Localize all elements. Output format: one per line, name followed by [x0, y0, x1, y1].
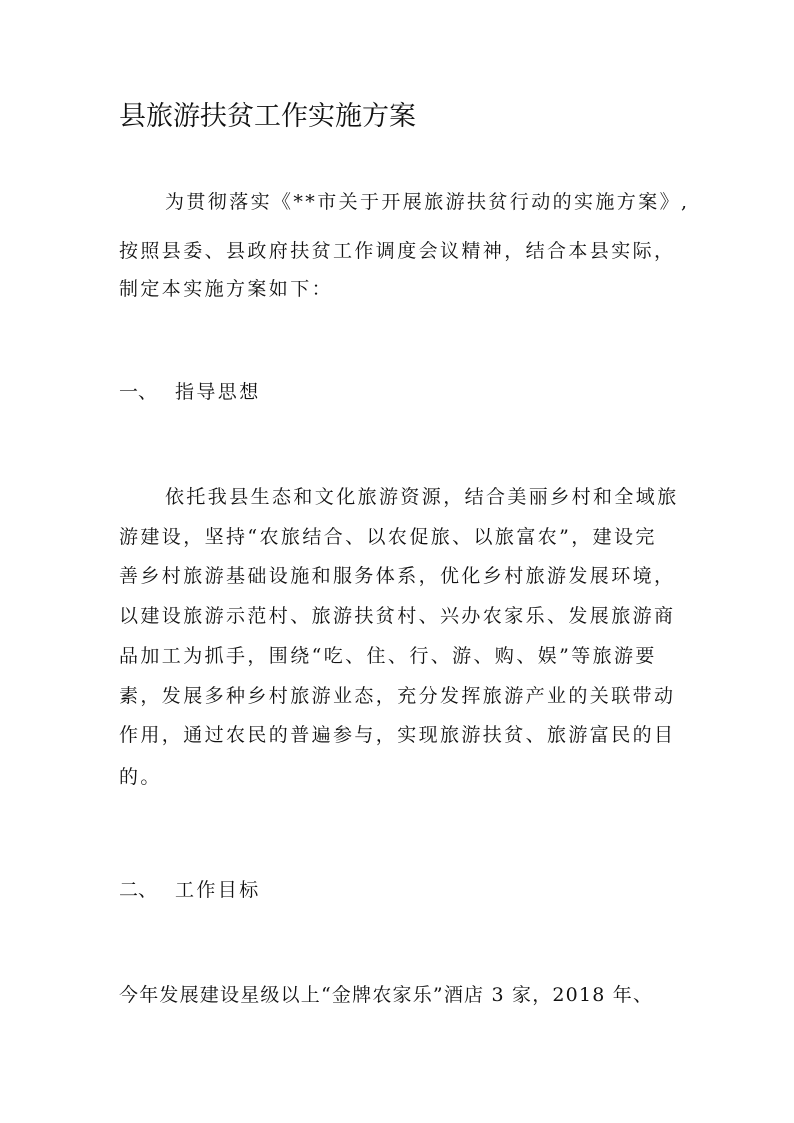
section-heading-2 [119, 876, 261, 904]
intro-line: 制定本实施方案如下： [119, 278, 334, 300]
intro-line: 为贯彻落实《**市关于开展旅游扶贫行动的实施方案》, [165, 191, 690, 213]
section-title: 工作目标 [175, 879, 261, 901]
section-number: 一、 [119, 381, 158, 403]
body-line: 以建设旅游示范村、旅游扶贫村、兴办农家乐、发展旅游商 [119, 605, 676, 627]
body-line: 素，发展多种乡村旅游业态，充分发挥旅游产业的关联带动 [119, 685, 676, 707]
intro-line: 按照县委、县政府扶贫工作调度会议精神，结合本县实际， [119, 240, 676, 262]
body-line: 今年发展建设星级以上“金牌农家乐”酒店 3 家，2018 年、 [119, 984, 654, 1006]
body-line: 善乡村旅游基础设施和服务体系，优化乡村旅游发展环境， [119, 565, 676, 587]
body-line: 游建设，坚持“农旅结合、以农促旅、以旅富农”，建设完 [119, 526, 657, 548]
body-line: 品加工为抓手，围绕“吃、住、行、游、购、娱”等旅游要 [119, 645, 657, 667]
body-line: 依托我县生态和文化旅游资源，结合美丽乡村和全域旅 [165, 486, 679, 508]
section-title: 指导思想 [175, 381, 261, 403]
section-heading-1 [119, 378, 261, 406]
body-line: 作用，通过农民的普遍参与，实现旅游扶贫、旅游富民的目 [119, 724, 676, 746]
document-title: 县旅游扶贫工作实施方案 [119, 101, 416, 132]
section-number: 二、 [119, 879, 158, 901]
body-line: 的。 [119, 766, 162, 788]
